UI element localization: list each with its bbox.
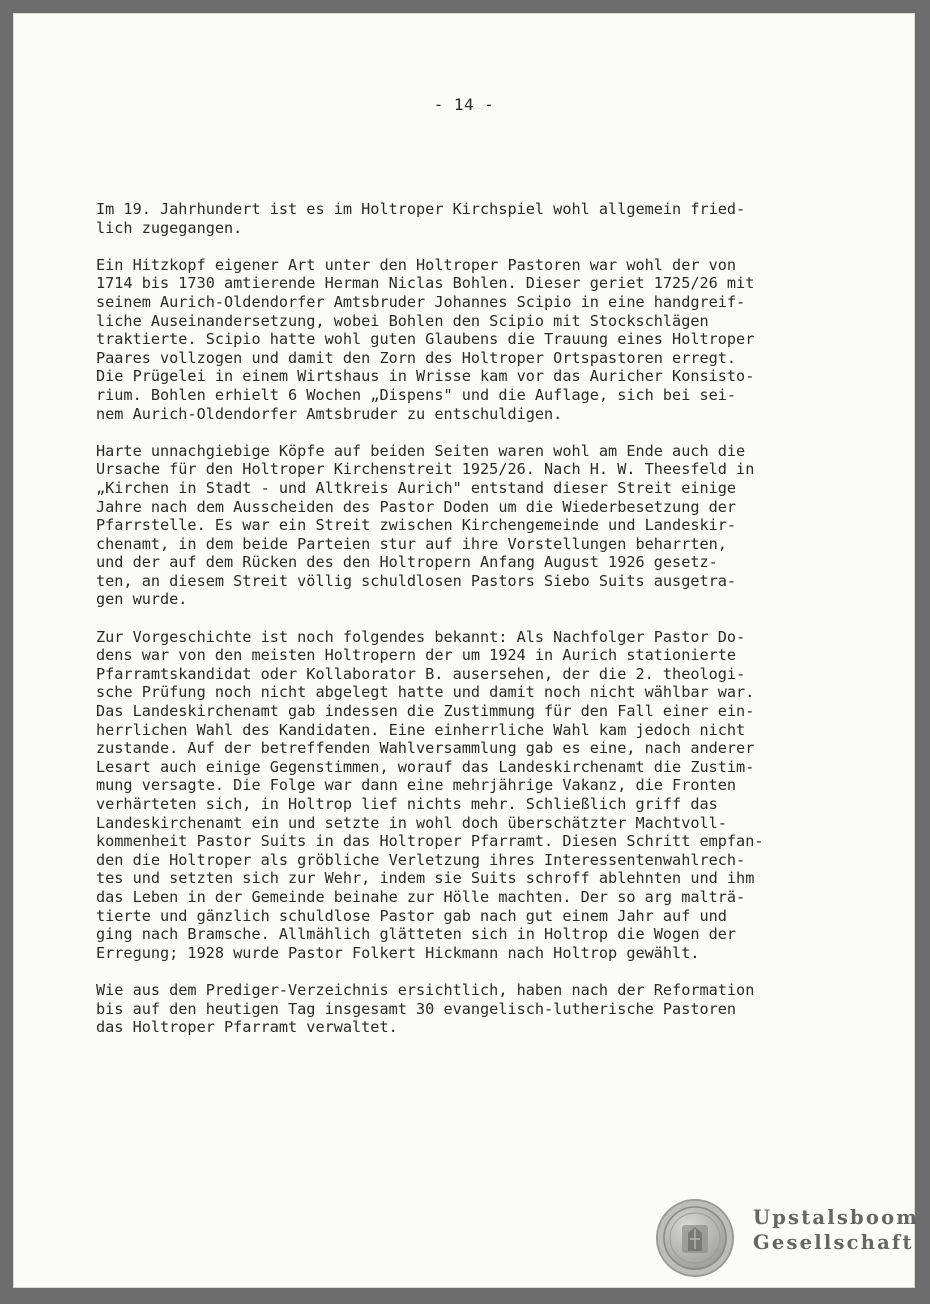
text-line: kommenheit Pastor Suits in das Holtroper Pfarramt. Diesen Schritt empfan- <box>96 832 764 851</box>
text-line: Wie aus dem Prediger-Verzeichnis ersichtlich, haben nach der Reformation <box>96 980 755 999</box>
text-line: Zur Vorgeschichte ist noch folgendes bekannt: Als Nachfolger Pastor Do- <box>96 627 746 646</box>
text-line: Das Landeskirchenamt gab indessen die Zustimmung für den Fall einer ein- <box>96 702 755 721</box>
text-line: den die Holtroper als gröbliche Verletzung ihres Interessentenwahlrech- <box>96 850 746 869</box>
paragraph <box>96 200 776 237</box>
text-line: und der auf dem Rücken des den Holtropern Anfang August 1926 gesetz- <box>96 553 718 572</box>
document-page <box>13 13 920 1288</box>
seal-icon <box>658 1201 732 1275</box>
text-line: mung versagte. Die Folge war dann eine mehrjährige Vakanz, die Fronten <box>96 776 737 795</box>
society-name-line1: Upstalsboom <box>753 1206 920 1229</box>
text-line: bis auf den heutigen Tag insgesamt 30 evangelisch-lutherische Pastoren <box>96 999 737 1018</box>
text-line: Landeskirchenamt ein und setzte in wohl doch überschätzter Machtvoll- <box>96 813 727 832</box>
text-line: sche Prüfung noch nicht abgelegt hatte und damit noch nicht wählbar war. <box>96 683 755 702</box>
paragraph <box>96 256 776 423</box>
society-name <box>753 1205 919 1255</box>
text-line: tierte und gänzlich schuldlose Pastor gab nach gut einem Jahr auf und <box>96 906 727 925</box>
text-line: das Leben in der Gemeinde beinahe zur Hölle machten. Der so arg malträ- <box>96 887 746 906</box>
text-line: verhärteten sich, in Holtrop lief nichts mehr. Schließlich griff das <box>96 795 718 813</box>
text-line: ging nach Bramsche. Allmählich glätteten sich in Holtrop die Wogen der <box>96 925 737 944</box>
text-line: ten, an diesem Streit völlig schuldlosen Pastors Siebo Suits ausgetra- <box>96 571 737 590</box>
text-line: zustande. Auf der betreffenden Wahlversammlung gab es eine, nach anderer <box>96 739 755 758</box>
seal-emblem <box>658 1201 732 1275</box>
text-line: Erregung; 1928 wurde Pastor Folkert Hickmann nach Holtrop gewählt. <box>96 943 700 962</box>
paragraph <box>96 628 776 963</box>
paragraph <box>96 442 776 609</box>
text-line: gen wurde. <box>96 590 188 609</box>
text-line: das Holtroper Pfarramt verwaltet. <box>96 1018 398 1037</box>
text-line: tes und setzten sich zur Wehr, indem sie Suits schroff ablehnten und ihm <box>96 869 755 888</box>
text-line: herrlichen Wahl des Kandidaten. Eine einherrliche Wahl kam jedoch nicht <box>96 720 746 739</box>
text-line: chenamt, in dem beide Parteien stur auf ihre Vorstellungen beharrten, <box>96 534 727 553</box>
text-line: Ursache für den Holtroper Kirchenstreit 1925/26. Nach H. W. Theesfeld in <box>96 460 755 479</box>
text-line: dens war von den meisten Holtropern der um 1924 in Aurich stationierte <box>96 646 737 665</box>
text-line: lich zugegangen. <box>96 218 243 237</box>
text-line: Harte unnachgiebige Köpfe auf beiden Seiten waren wohl am Ende auch die <box>96 441 746 460</box>
society-logo <box>658 1201 920 1281</box>
text-line: traktierte. Scipio hatte wohl guten Glaubens die Trauung eines Holtroper <box>96 330 755 349</box>
text-line: Paares vollzogen und damit den Zorn des Holtroper Ortspastoren erregt. <box>96 348 737 367</box>
body-text <box>96 200 776 1055</box>
text-line: Jahre nach dem Ausscheiden des Pastor Doden um die Wiederbesetzung der <box>96 497 737 516</box>
text-line: liche Auseinandersetzung, wobei Bohlen den Scipio mit Stockschlägen <box>96 311 709 330</box>
text-line: „Kirchen in Stadt - und Altkreis Aurich" entstand dieser Streit einige <box>96 478 737 497</box>
text-line: seinem Aurich-Oldendorfer Amtsbruder Johannes Scipio in eine handgreif- <box>96 292 746 311</box>
text-line: Die Prügelei in einem Wirtshaus in Wrisse kam vor das Auricher Konsisto- <box>96 367 755 386</box>
text-line: Im 19. Jahrhundert ist es im Holtroper Kirchspiel wohl allgemein fried- <box>96 200 746 218</box>
page-number: - 14 - <box>433 95 495 114</box>
text-line: Pfarramtskandidat oder Kollaborator B. ausersehen, der die 2. theologi- <box>96 664 746 683</box>
text-line: rium. Bohlen erhielt 6 Wochen „Dispens" und die Auflage, sich bei sei- <box>96 385 737 404</box>
text-line: nem Aurich-Oldendorfer Amtsbruder zu entschuldigen. <box>96 404 563 423</box>
paragraph <box>96 981 776 1037</box>
text-line: Pfarrstelle. Es war ein Streit zwischen Kirchengemeinde und Landeskir- <box>96 516 737 535</box>
society-name-line2: Gesellschaft <box>753 1231 914 1254</box>
text-line: Lesart auch einige Gegenstimmen, worauf das Landeskirchenamt die Zustim- <box>96 757 755 776</box>
text-line: 1714 bis 1730 amtierende Herman Niclas Bohlen. Dieser geriet 1725/26 mit <box>96 274 755 293</box>
text-line: Ein Hitzkopf eigener Art unter den Holtroper Pastoren war wohl der von <box>96 255 737 274</box>
